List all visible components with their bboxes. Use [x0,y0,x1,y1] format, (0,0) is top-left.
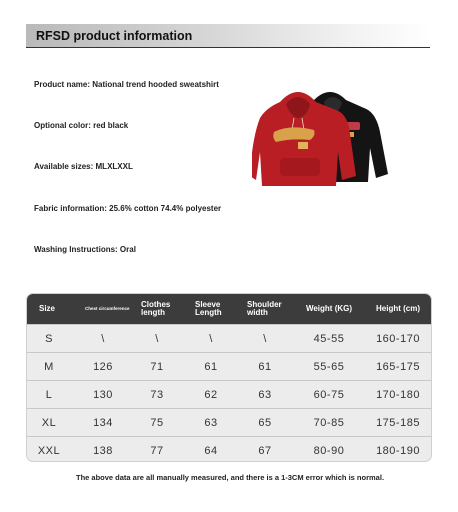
cell-weight: 70-85 [313,416,345,429]
cell-sleeve-length: 61 [204,360,218,373]
header-clothes-length: Clothes length [141,299,171,317]
cell-clothes-length: 71 [150,360,164,373]
header-weight: Weight (KG) [305,303,353,313]
cell-size: XL [41,416,57,429]
cell-height: 170-180 [376,388,420,401]
table-row [27,380,431,408]
cell-clothes-length: \ [155,332,159,345]
fabric-line: Fabric information: 25.6% cotton 74.4% polyester [34,204,222,213]
cell-height: 180-190 [376,444,420,457]
section-header [26,24,430,48]
section-title: RFSD product information [36,29,193,43]
cell-shoulder-width: \ [263,332,267,345]
cell-size: S [45,332,53,345]
header-shoulder-width: Shoulder width [247,299,282,317]
cell-shoulder-width: 61 [258,360,272,373]
cell-clothes-length: 77 [150,444,164,457]
cell-size: L [45,388,53,401]
cell-shoulder-width: 63 [258,388,272,401]
washing-line: Washing Instructions: Oral [34,245,136,254]
header-height: Height (cm) [376,303,420,313]
cell-size: M [44,360,54,373]
measurement-note: The above data are all manually measured, and there is a 1-3CM error which is normal. [76,473,385,482]
size-table [26,293,432,462]
cell-sleeve-length: 64 [204,444,218,457]
cell-chest: 134 [93,416,113,429]
cell-chest: 126 [93,360,113,373]
table-row [27,408,431,436]
cell-height: 160-170 [376,332,420,345]
product-name-line: Product name: National trend hooded sweatshirt [34,80,219,89]
cell-weight: 80-90 [313,444,345,457]
cell-chest: 138 [93,444,113,457]
header-chest: Chest circumference [85,305,130,311]
cell-height: 165-175 [376,360,420,373]
cell-sleeve-length: \ [209,332,213,345]
cell-shoulder-width: 67 [258,444,272,457]
cell-weight: 45-55 [313,332,345,345]
cell-sleeve-length: 63 [204,416,218,429]
product-image [252,78,392,188]
table-row [27,436,431,462]
available-sizes-line: Available sizes: MLXLXXL [34,162,133,171]
cell-height: 175-185 [376,416,420,429]
cell-chest: \ [101,332,105,345]
cell-sleeve-length: 62 [204,388,218,401]
cell-shoulder-width: 65 [258,416,272,429]
cell-clothes-length: 75 [150,416,164,429]
cell-weight: 60-75 [313,388,345,401]
header-sleeve-length: Sleeve Length [195,299,222,317]
table-header [27,294,431,324]
optional-color-line: Optional color: red black [34,121,129,130]
cell-weight: 55-65 [313,360,345,373]
table-row [27,352,431,380]
cell-clothes-length: 73 [150,388,164,401]
cell-chest: 130 [93,388,113,401]
table-row [27,324,431,352]
header-size: Size [38,303,55,313]
cell-size: XXL [37,444,61,457]
